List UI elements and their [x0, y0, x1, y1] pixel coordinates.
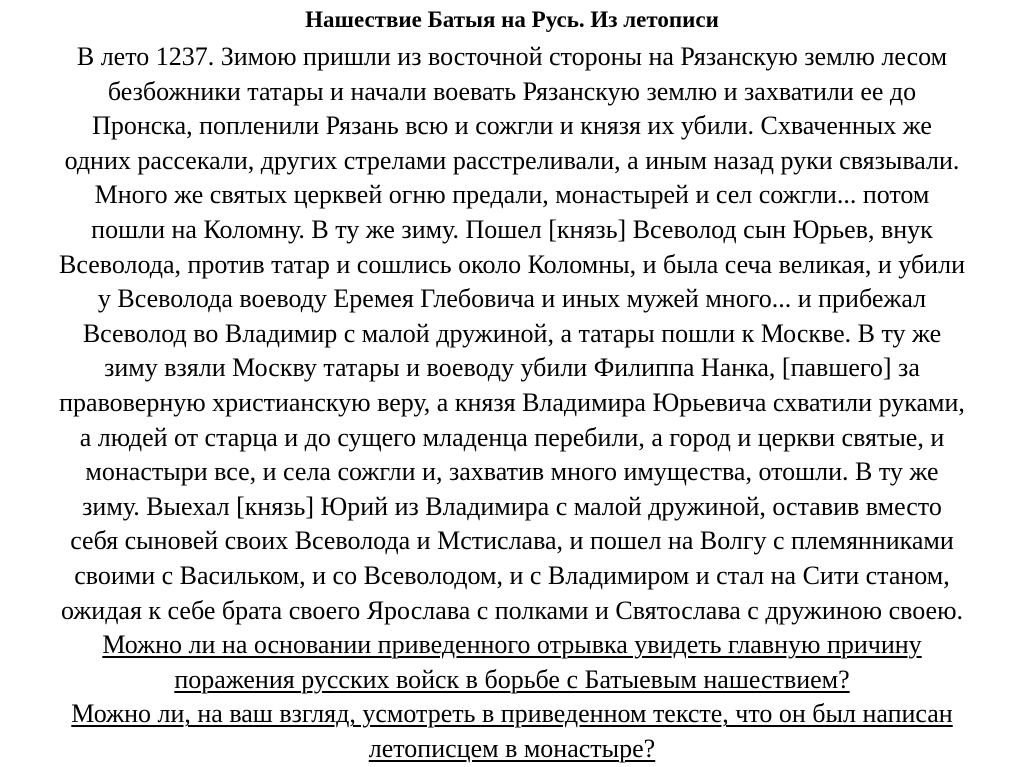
text-line-17: ожидая к себе брата своего Ярослава с полками и Святослава с дружиною своею. [60, 595, 964, 625]
text-line-12: а людей от старца и до сущего младенца перебили, а город и церкви святые, и [79, 422, 945, 452]
text-line-13: монастыри все, и села сожгли и, захватив много имущества, отошли. В ту же [85, 457, 939, 487]
question-line-3 [0, 697, 1024, 732]
text-line-7: Всеволода, против татар и сошлись около Коломны, и была сеча великая, и убили [59, 249, 965, 279]
text-line-2: безбожники татары и начали воевать Рязанскую землю и захватили ее до [107, 76, 917, 106]
text-line-11: правоверную христианскую веру, а князя Владимира Юрьевича схватили руками, [59, 387, 965, 417]
text-line-1: В лето 1237. Зимою пришли из восточной стороны на Рязанскую землю лесом [76, 42, 948, 71]
text-line-10: зиму взяли Москву татары и воеводу убили Филиппа Нанка, [павшего] за [104, 353, 920, 383]
question-1-part-2: поражения русских войск в борьбе с Батыевым нашествием? [174, 664, 850, 694]
text-line-5: Много же святых церквей огню предали, монастырей и сел сожгли... потом [94, 180, 930, 210]
question-2-part-2: летописцем в монастыре? [368, 733, 656, 763]
question-2-part-1: Можно ли, на ваш взгляд, усмотреть в приведенном тексте, что он был написан [71, 699, 953, 729]
text-line-14: зиму. Выехал [князь] Юрий из Владимира с малой дружиной, оставив вместо [82, 491, 942, 521]
text-line-6: пошли на Коломну. В ту же зиму. Пошел [князь] Всеволод сын Юрьев, внук [91, 214, 933, 244]
document-text [0, 40, 1024, 766]
text-line-16: своими с Васильком, и со Всеволодом, и с Владимиром и стал на Сити станом, [74, 560, 950, 590]
text-line-15: себя сыновей своих Всеволода и Мстислава, и пошел на Волгу с племянниками [70, 526, 954, 556]
text-line-3: Пронска, попленили Рязань всю и сожгли и князя их убили. Схваченных же [92, 111, 932, 141]
text-line-4: одних рассекали, других стрелами расстреливали, а иным назад руки связывали. [64, 145, 960, 175]
question-line-4 [0, 732, 1024, 767]
document-title: Нашествие Батыя на Русь. Из летописи [305, 7, 719, 32]
question-1-part-1: Можно ли на основании приведенного отрывка увидеть главную причину [102, 630, 922, 660]
question-line-2 [0, 663, 1024, 698]
question-line-1 [0, 628, 1024, 663]
text-line-9: Всеволод во Владимир с малой дружиной, а татары пошли к Москве. В ту же [82, 318, 942, 348]
text-line-8: у Всеволода воеводу Еремея Глебовича и иных мужей много... и прибежал [97, 284, 927, 314]
